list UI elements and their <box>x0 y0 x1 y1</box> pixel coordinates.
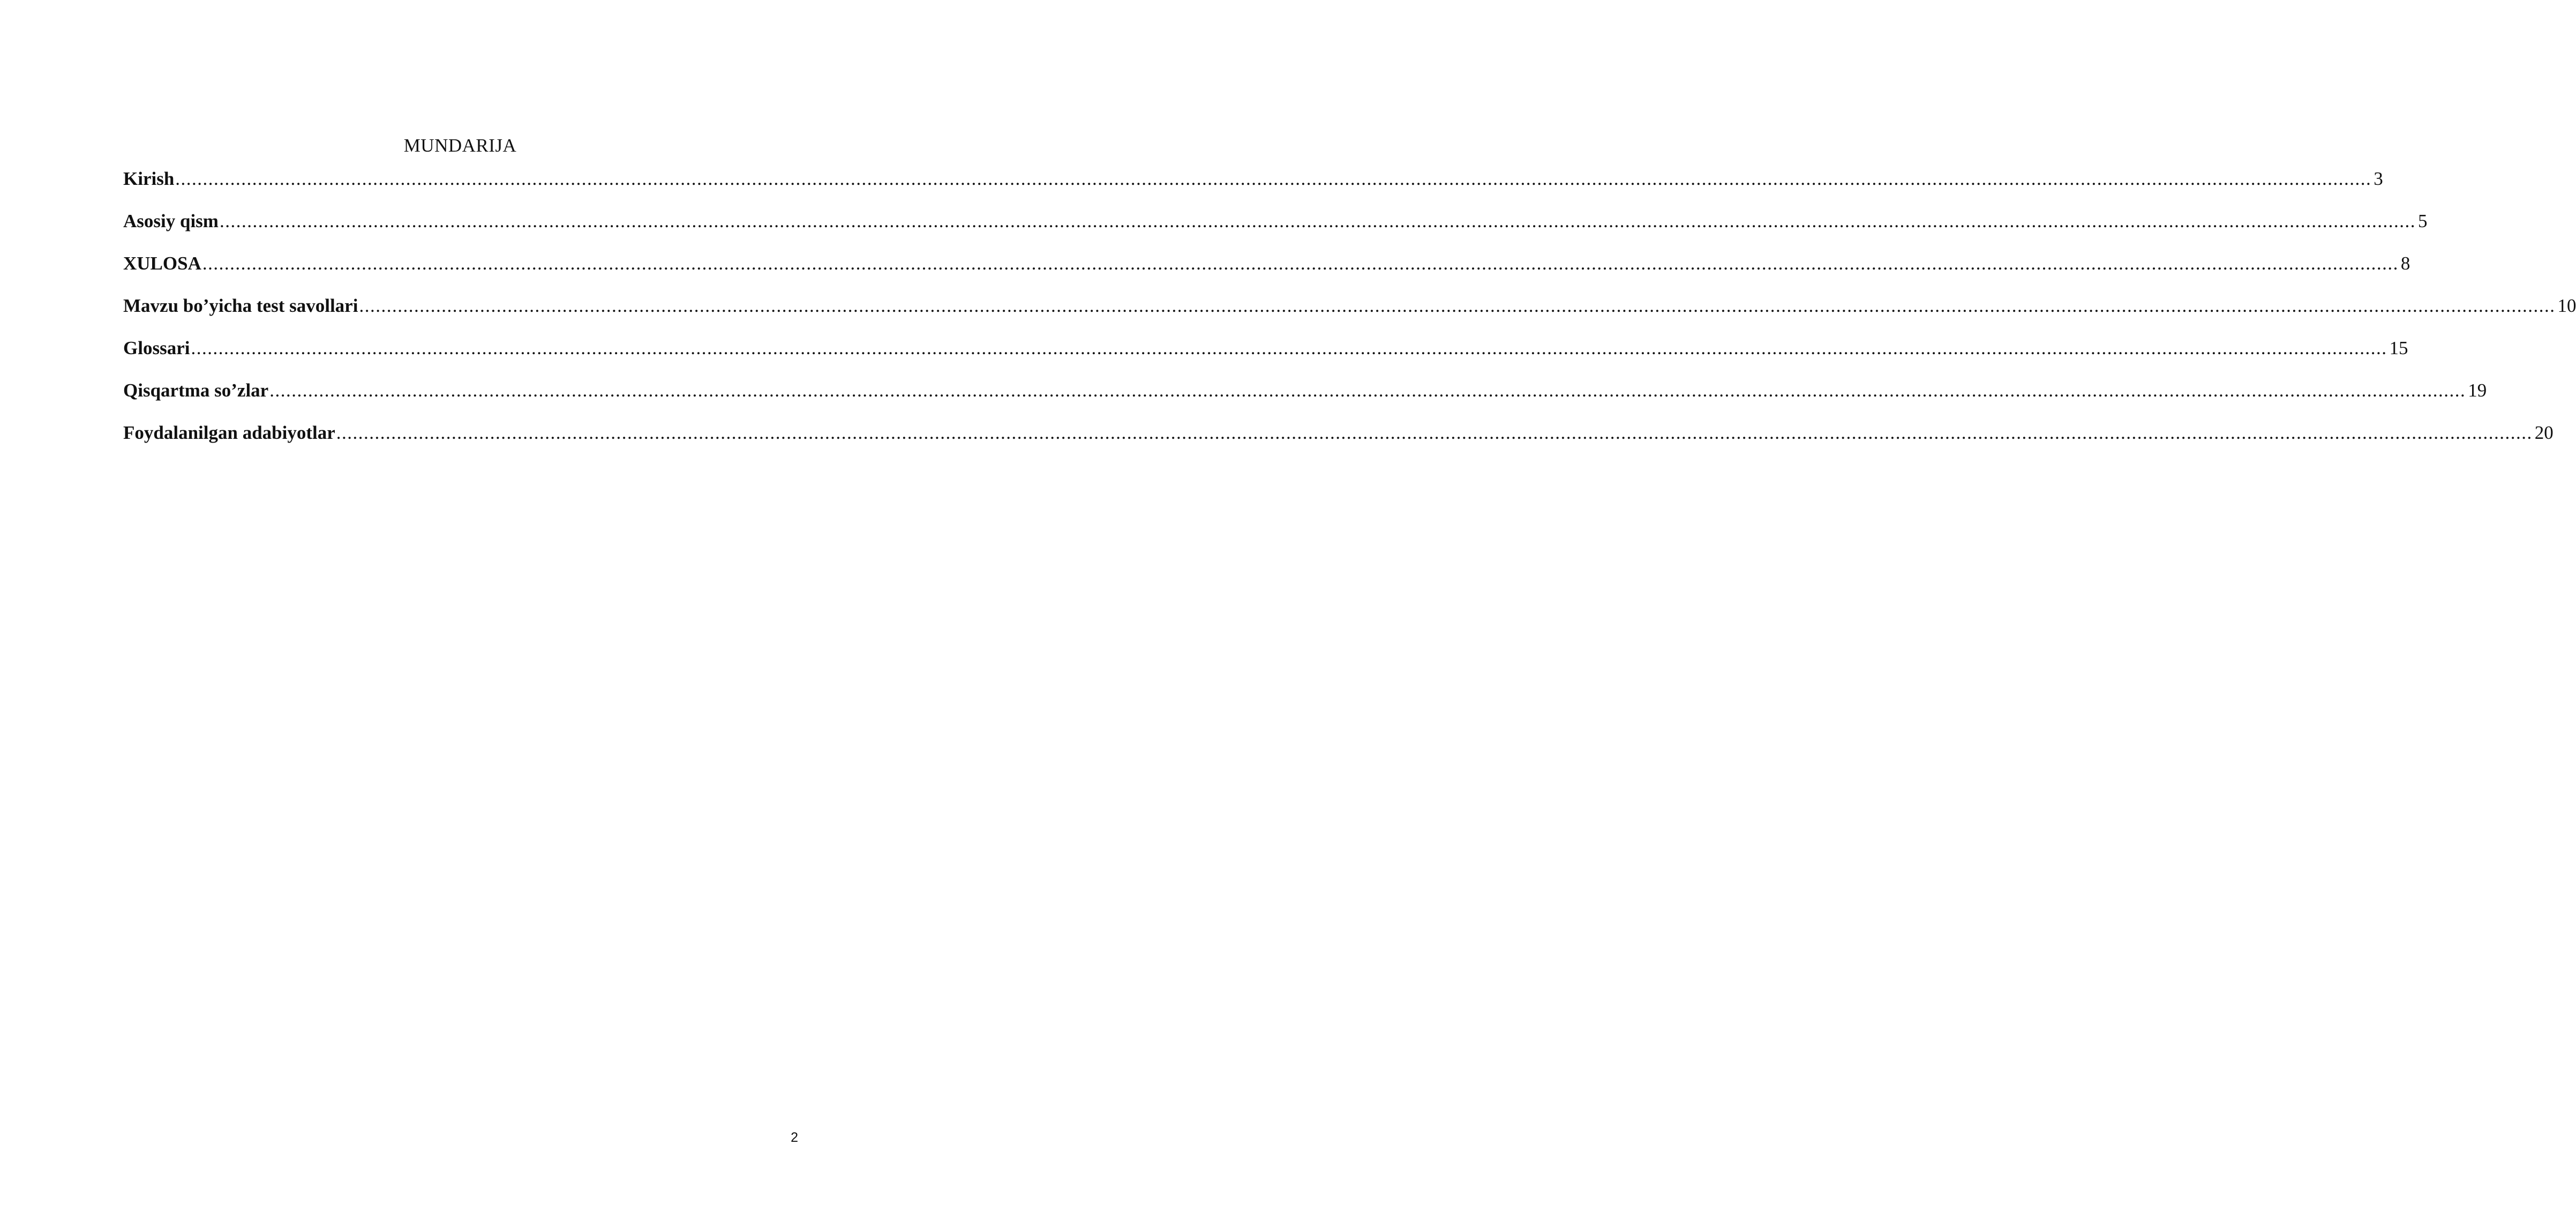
toc-leader-dots: ................................................................................................................................................................................................................................................................................................................................................................................................................ <box>191 338 2387 358</box>
toc-entry-page: 3 <box>2374 168 2383 189</box>
toc-entry-page: 5 <box>2417 211 2428 231</box>
toc-entry-label: Asosiy qism <box>123 211 219 231</box>
toc-entry <box>123 293 2576 335</box>
toc-entry-page: 20 <box>2534 422 2554 443</box>
page-number: 2 <box>791 1130 798 1145</box>
toc-entry-page: 8 <box>2400 253 2410 274</box>
toc-title: MUNDARIJA <box>403 135 517 156</box>
toc-entry <box>123 166 2383 208</box>
table-of-contents <box>123 166 2576 462</box>
toc-entry <box>123 420 2554 462</box>
toc-leader-dots: ................................................................................................................................................................................................................................................................................................................................................................................................................ <box>219 211 2416 231</box>
toc-leader-dots: ................................................................................................................................................................................................................................................................................................................................................................................................................ <box>175 168 2372 189</box>
toc-leader-dots: ................................................................................................................................................................................................................................................................................................................................................................................................................ <box>336 422 2533 443</box>
toc-entry <box>123 335 2408 378</box>
toc-entry-page: 10 <box>2557 295 2576 316</box>
toc-entry <box>123 251 2410 293</box>
toc-entry-label: Qisqartma so’zlar <box>123 380 269 401</box>
toc-entry-page: 15 <box>2389 338 2408 358</box>
toc-entry-label: XULOSA <box>123 253 201 274</box>
toc-entry-label: Mavzu bo’yicha test savollari <box>123 295 358 316</box>
toc-entry-label: Kirish <box>123 168 175 189</box>
toc-entry-label: Glossari <box>123 338 190 358</box>
toc-leader-dots: ................................................................................................................................................................................................................................................................................................................................................................................................................ <box>202 253 2399 274</box>
toc-entry-label: Foydalanilgan adabiyotlar <box>123 422 335 443</box>
toc-entry <box>123 208 2428 251</box>
toc-leader-dots: ................................................................................................................................................................................................................................................................................................................................................................................................................ <box>359 295 2556 316</box>
toc-leader-dots: ................................................................................................................................................................................................................................................................................................................................................................................................................ <box>269 380 2466 401</box>
toc-entry <box>123 378 2487 420</box>
toc-entry-page: 19 <box>2468 380 2487 401</box>
